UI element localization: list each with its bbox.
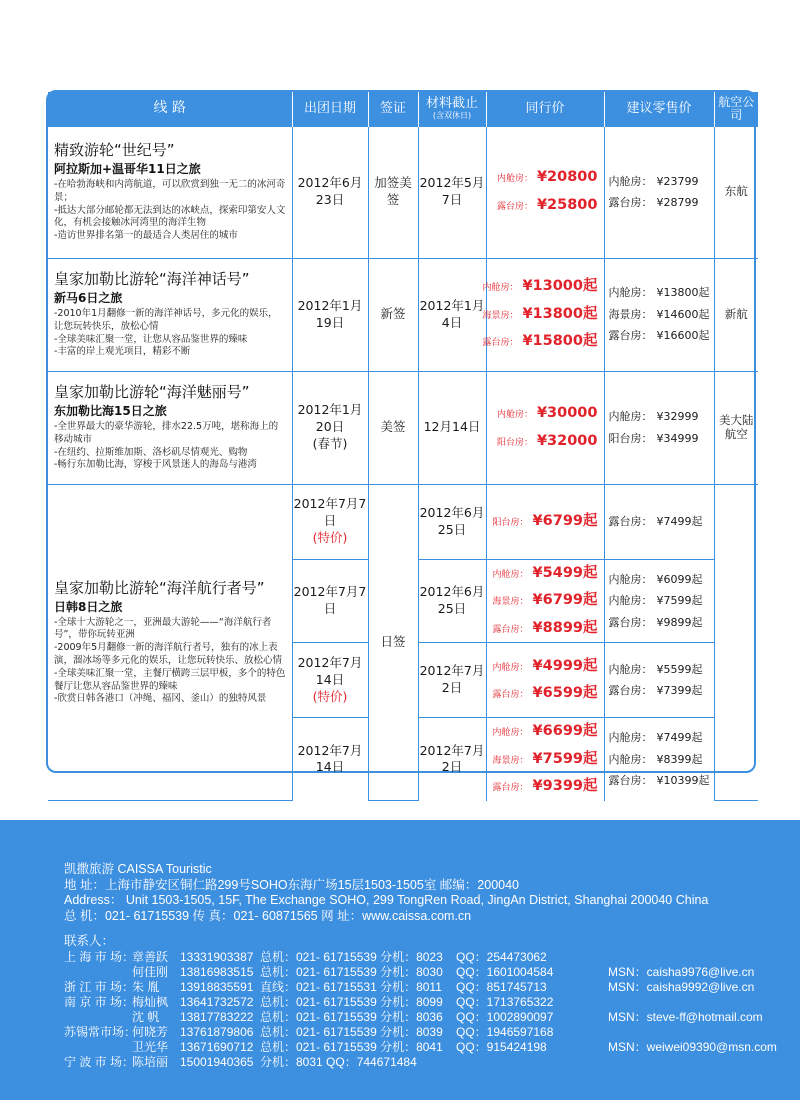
peer-price-line: 内舱房： ¥20800 [496,169,598,186]
contact-msn: MSN：weiwei09390@msn.com [608,1039,777,1054]
header-peer-price: 同行价 [486,92,604,126]
retail-price-line: 露台房： ¥10399起 [608,774,710,788]
table-row [48,126,758,258]
peer-price-line: 内舱房： ¥13000起 [482,278,598,295]
peer-price-line: 露台房： ¥15800起 [482,333,598,350]
peer-price-line: 露台房： ¥9399起 [492,778,598,795]
peer-price-line: 海景房： ¥13800起 [482,305,598,322]
route-highlight: -2009年5月翻修一新的海洋航行者号，独有的冰上表演，溜冰场等多元化的娱乐，让您玩转快乐、放松心情 [54,642,283,666]
deadline-cell: 2012年1月4日 [418,258,486,371]
departure-date: 2012年7月14日 (特价) [292,643,368,718]
contact-market [64,1040,132,1055]
tour-name: 新马6日之旅 [54,290,123,305]
peer-price-line: 内舱房： ¥30000 [496,404,598,421]
route-highlight: -全球十大游轮之一，亚洲最大游轮——“海洋航行者号”，带你玩转亚洲 [54,616,272,641]
departure-date: 2012年7月14日 [292,718,368,801]
peer-price-cell [486,718,604,801]
visa-cell: 新签 [368,258,418,371]
retail-price-line: 内舱房： ¥7599起 [608,594,703,608]
contact-market [64,1010,132,1025]
tour-name: 阿拉斯加+温哥华11日之旅 [54,161,201,176]
contact-tel: 总机：021- 61715539 分机：8030 [260,964,443,979]
contact-market: 上 海 市 场： [64,949,135,964]
peer-price-line: 露台房： ¥6599起 [492,685,598,702]
contact-tel: 总机：021- 61715539 分机：8036 [260,1009,443,1024]
contact-name: 卫光华 [132,1039,169,1054]
contact-name: 陈培丽 [132,1054,169,1069]
retail-price-line: 内舱房： ¥5599起 [608,662,703,676]
peer-price-cell [486,643,604,718]
route-highlight: -丰富的岸上观光项目，精彩不断 [54,346,191,358]
table-row [48,484,758,559]
route-highlight: -全球美味汇聚一堂，主餐厅横跨三层甲板，多个的特色餐厅让您从容品鉴世界的臻味 [54,667,286,692]
contact-tel: 总机：021- 61715539 分机：8023 [260,949,443,964]
contact-msn: MSN：caisha9992@live.cn [608,979,755,994]
tour-name: 日韩8日之旅 [54,599,123,614]
contact-tel: 直线：021- 61715531 分机：8011 [260,979,442,994]
contact-market: 宁 波 市 场： [64,1054,135,1069]
contact-name: 何佳刚 [132,964,169,979]
peer-price-line: 内舱房： ¥4999起 [492,657,598,674]
contact-qq: QQ：1946597168 [456,1024,554,1039]
peer-price-line: 露台房： ¥25800 [496,197,598,213]
contact-mobile: 13816983515 [180,964,254,979]
contacts-list [64,950,800,1070]
retail-price-line: 内舱房： ¥8399起 [608,752,703,766]
contact-name: 朱 胤 [132,979,160,994]
deadline-cell: 2012年7月2日 [418,718,486,801]
peer-price-line: 海景房： ¥7599起 [492,750,598,767]
header-date: 出团日期 [292,92,368,126]
contact-tel: 分机：8031 QQ：744671484 [260,1054,417,1069]
contact-row [64,980,800,995]
retail-price-line: 内舱房： ¥7499起 [608,731,703,745]
contact-row [64,965,800,980]
table-row [48,371,758,484]
header-airline: 航空公司 [714,92,758,126]
contact-tel: 总机：021- 61715539 分机：8041 [260,1039,443,1054]
retail-price-line: 内舱房： ¥23799 [608,174,699,188]
airline-cell: 东航 [714,126,758,258]
route-cell [48,258,292,371]
table-header-row [48,92,758,126]
departure-date: 2012年7月7日 (特价) [292,484,368,559]
route-highlight: -在哈勃海峡和内湾航道，可以欣赏到独一无二的冰河奇景； [54,178,286,203]
route-highlight: -抵达大部分邮轮都无法到达的冰峡点，探索印第安人文化，有机会接触冰河湾里的海洋生物 [54,204,286,229]
retail-price-line: 露台房： ¥9899起 [608,615,703,629]
address-en: Address： Unit 1503-1505, 15F, The Exchange SOHO, 299 TongRen Road, JingAn District, Shanghai 200040 China [64,893,709,907]
route-highlight: -在纽约、拉斯维加斯、洛杉矶尽情观光、购物 [54,446,248,458]
contact-tel: 总机：021- 61715539 分机：8099 [260,994,443,1009]
contact-qq: QQ：915424198 [456,1039,547,1054]
deadline-cell: 2012年6月25日 [418,484,486,559]
retail-price-line: 露台房： ¥7399起 [608,684,703,698]
peer-price-cell [486,559,604,643]
contact-qq [456,1055,608,1070]
contact-msn: MSN：caisha9976@live.cn [608,964,755,979]
contact-mobile: 13331903387 [180,949,254,964]
deadline-cell: 2012年6月25日 [418,559,486,643]
header-visa: 签证 [368,92,418,126]
departure-date: 2012年6月23日 [292,126,368,258]
peer-price-line: 露台房： ¥8899起 [492,619,598,636]
contact-market: 苏锡常市场： [64,1024,137,1039]
retail-price-line: 露台房： ¥7499起 [608,514,703,528]
retail-price-cell [604,643,714,718]
ship-name: 皇家加勒比游轮“海洋魅丽号” [54,382,250,401]
peer-price-cell [486,484,604,559]
retail-price-line: 内舱房： ¥32999 [608,410,699,424]
retail-price-cell [604,718,714,801]
retail-price-cell [604,371,714,484]
deadline-cell: 2012年5月7日 [418,126,486,258]
contact-qq: QQ：851745713 [456,979,547,994]
date-note: (春节) [312,435,348,451]
departure-date: 2012年1月19日 [292,258,368,371]
visa-cell: 日签 [368,484,418,801]
peer-price-cell [482,258,604,371]
table-row [48,258,758,371]
route-highlight: -全球美味汇聚一堂，让您从容品鉴世界的臻味 [54,333,248,345]
route-cell [48,126,292,258]
contact-qq: QQ：1002890097 [456,1009,554,1024]
route-highlight: -造访世界排名第一的最适合人类居住的城市 [54,230,238,242]
route-highlight: -畅行东加勒比海，穿梭于风景迷人的海岛与港湾 [54,459,257,471]
contact-footer [0,820,800,1100]
retail-price-cell [604,559,714,643]
visa-cell: 美签 [368,371,418,484]
peer-price-cell [486,371,604,484]
peer-price-cell [486,126,604,258]
table-body [48,126,758,801]
contact-row [64,1040,800,1055]
price-table [48,92,758,801]
departure-date: 2012年1月20日 (春节) [292,371,368,484]
retail-price-line: 露台房： ¥16600起 [608,329,710,343]
route-highlight: -2010年1月翻修一新的海洋神话号，多元化的娱乐，让您玩转快乐，放松心情 [54,307,278,332]
contact-market [64,965,132,980]
contact-msn: MSN：steve-ff@hotmail.com [608,1009,763,1024]
contact-mobile: 13761879806 [180,1024,254,1039]
contact-name: 何晓芳 [132,1024,169,1039]
retail-price-cell [604,258,714,371]
contact-row [64,1025,800,1040]
tour-name: 东加勒比海15日之旅 [54,403,167,418]
contact-mobile: 13817783222 [180,1009,254,1024]
contact-market: 南 京 市 场： [64,994,135,1009]
route-cell [48,371,292,484]
contact-mobile: 13918835591 [180,979,254,994]
retail-price-line: 阳台房： ¥34999 [608,431,699,445]
contact-name: 章善跃 [132,949,169,964]
retail-price-line: 内舱房： ¥13800起 [608,286,710,300]
peer-price-line: 阳台房： ¥6799起 [492,512,598,529]
ship-name: 精致游轮“世纪号” [54,140,175,159]
peer-price-line: 内舱房： ¥5499起 [492,564,598,581]
deadline-cell: 12月14日 [418,371,486,484]
phone-fax-web: 总 机：021- 61715539 传 真：021- 60871565 网 址：www.caissa.com.cn [64,908,472,923]
contact-mobile: 13641732572 [180,994,254,1009]
retail-price-line: 海景房： ¥14600起 [608,307,710,321]
route-cell [48,484,292,801]
header-route: 线 路 [48,92,292,126]
retail-price-cell [604,126,714,258]
visa-cell: 加签美签 [368,126,418,258]
peer-price-line: 内舱房： ¥6699起 [492,723,598,740]
contact-qq: QQ：1601004584 [456,964,554,979]
contact-row [64,950,800,965]
deadline-cell: 2012年7月2日 [418,643,486,718]
tour-price-table [46,90,756,795]
airline-cell: 美大陆航空 [714,371,758,484]
contacts-title: 联系人： [64,934,115,948]
company-name: 凯撒旅游 CAISSA Touristic [64,862,212,876]
contact-tel: 总机：021- 61715539 分机：8039 [260,1024,443,1039]
header-deadline: 材料截止 (含双休日) [418,92,486,126]
route-highlight: -欣赏日韩各港口（冲绳、福冈、釜山）的独特风景 [54,693,267,705]
ship-name: 皇家加勒比游轮“海洋航行者号” [54,578,265,597]
address-cn: 地 址：上海市静安区铜仁路299号SOHO东海广场15层1503-1505室 邮编：200040 [64,877,520,892]
airline-cell: 新航 [714,258,758,371]
date-note: (特价) [312,529,348,545]
route-highlight: -全世界最大的豪华游轮，排水22.5万吨，堪称海上的移动城市 [54,420,279,445]
peer-price-line: 海景房： ¥6799起 [492,592,598,609]
peer-price-line: 阳台房： ¥32000 [496,432,598,449]
contact-row [64,1055,800,1070]
contact-qq: QQ：254473062 [456,949,547,964]
contact-mobile: 15001940365 [180,1054,254,1069]
contact-name: 梅灿枫 [132,994,169,1009]
contact-mobile: 13671690712 [180,1039,254,1054]
retail-price-line: 露台房： ¥28799 [608,196,699,209]
header-retail-price: 建议零售价 [604,92,714,126]
contact-market: 浙 江 市 场： [64,979,135,994]
retail-price-line: 内舱房： ¥6099起 [608,572,703,586]
date-note: (特价) [312,688,348,704]
airline-cell [714,484,758,801]
contact-qq: QQ：1713765322 [456,994,554,1009]
retail-price-cell [604,484,714,559]
ship-name: 皇家加勒比游轮“海洋神话号” [54,269,250,288]
contact-name: 沈 帆 [132,1009,160,1024]
contact-row [64,1010,800,1025]
departure-date: 2012年7月7日 [292,559,368,643]
contact-row [64,995,800,1010]
